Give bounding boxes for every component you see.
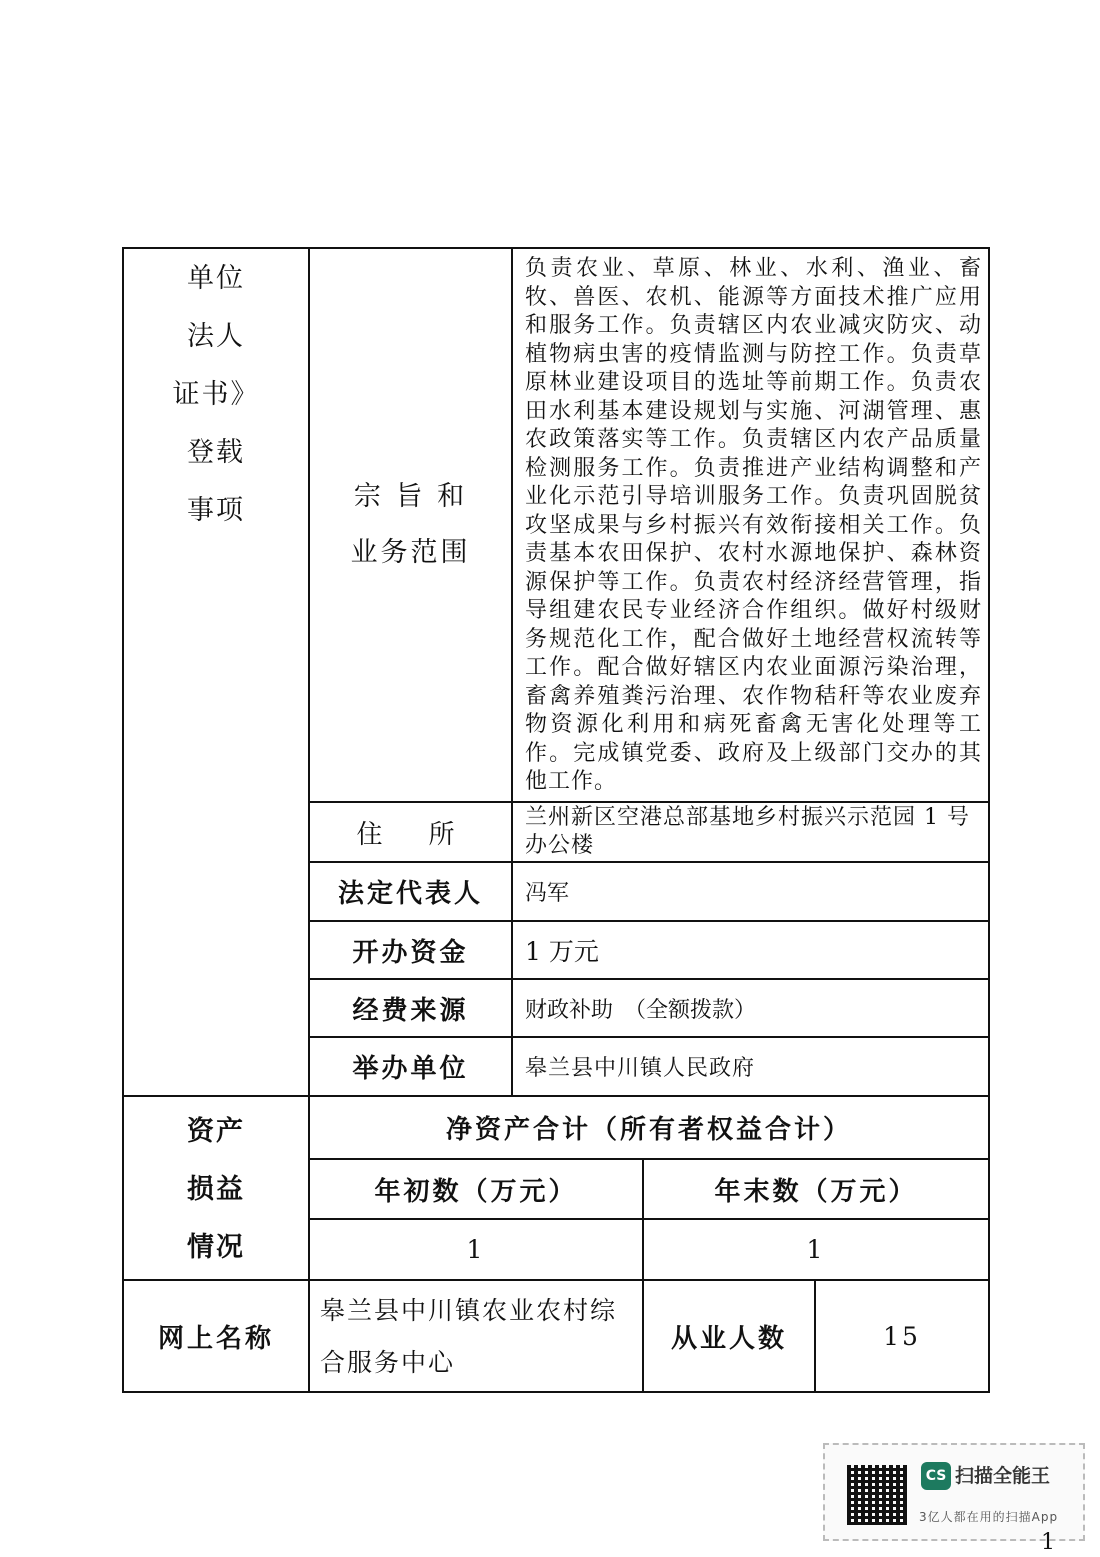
online-name-line: 皋兰县中川镇农业农村综 [320, 1296, 618, 1325]
section-label-line: 情况 [187, 1232, 245, 1263]
funding-value: 财政补助 （全额拨款） [525, 997, 757, 1023]
qr-code-icon [847, 1465, 907, 1525]
ending-balance-value: 1 [806, 1235, 826, 1264]
beginning-balance-value: 1 [466, 1235, 486, 1264]
online-name-value [310, 1281, 642, 1391]
assets-section-label [124, 1103, 308, 1277]
sponsor-label: 举办单位 [352, 1054, 469, 1084]
page-number: 1 [1041, 1530, 1055, 1555]
scanner-brand: 扫描全能王 [955, 1465, 1051, 1487]
funding-label: 经费来源 [352, 995, 469, 1026]
address-value: 兰州新区空港总部基地乡村振兴示范园 1 号办公楼 [525, 805, 970, 858]
purpose-label-line: 业务范围 [350, 537, 471, 568]
registration-section-label [124, 250, 308, 540]
section-label-line: 单位 [187, 263, 245, 294]
online-name-line: 合服务中心 [320, 1348, 456, 1377]
net-assets-header: 净资产合计（所有者权益合计） [445, 1115, 852, 1145]
legal-rep-value: 冯军 [525, 881, 570, 906]
address-label: 住 所 [356, 819, 465, 850]
section-label-line: 事项 [187, 495, 245, 526]
purpose-label [310, 470, 511, 580]
legal-rep-label: 法定代表人 [337, 879, 483, 909]
staff-count-value: 15 [883, 1321, 921, 1351]
section-label-line: 登载 [187, 437, 245, 468]
purpose-label-line: 宗 旨 和 [353, 481, 468, 512]
beginning-balance-label: 年初数（万元） [374, 1176, 578, 1207]
scanner-tagline: 3亿人都在用的扫描App [919, 1510, 1059, 1524]
ending-balance-label: 年末数（万元） [714, 1176, 918, 1207]
section-label-line: 损益 [187, 1174, 245, 1205]
staff-count-label: 从业人数 [670, 1323, 787, 1354]
cs-logo-icon: CS [921, 1462, 951, 1490]
capital-value: 1 万元 [525, 937, 599, 966]
capital-label: 开办资金 [352, 937, 469, 968]
section-label-line: 法人 [187, 321, 245, 352]
purpose-scope-text: 负责农业、草原、林业、水利、渔业、畜牧、兽医、农机、能源等方面技术推广应用和服务工作。负责辖区内农业减灾防灾、动植物病虫害的疫情监测与防控工作。负责草原林业建设项目的选址等前期工作。负责农田水利基本建设规划与实施、河湖管理、惠农政策落实等工作。负责辖区内农产品质量检测服务工作。负责推进产业结构调整和产业化示范引导培训服务工作。负责巩固脱贫攻坚成果与乡村振兴有效衔接相关工作。负责基本农田保护、农村水源地保护、森林资源保护等工作。负责农村经济经营管理，指导组建农民专业经济合作组织。做好村级财务规范化工作，配合做好土地经营权流转等工作。配合做好辖区内农业面源污染治理，畜禽养殖粪污治理、农作物秸秆等农业废弃物资源化利用和病死畜禽无害化处理等工作。完成镇党委、政府及上级部门交办的其他工作。 [525, 256, 982, 794]
scanner-watermark [823, 1443, 1085, 1541]
online-name-label: 网上名称 [157, 1323, 274, 1354]
section-label-line: 证书》 [172, 379, 260, 410]
sponsor-value: 皋兰县中川镇人民政府 [525, 1056, 756, 1081]
section-label-line: 资产 [187, 1116, 245, 1147]
